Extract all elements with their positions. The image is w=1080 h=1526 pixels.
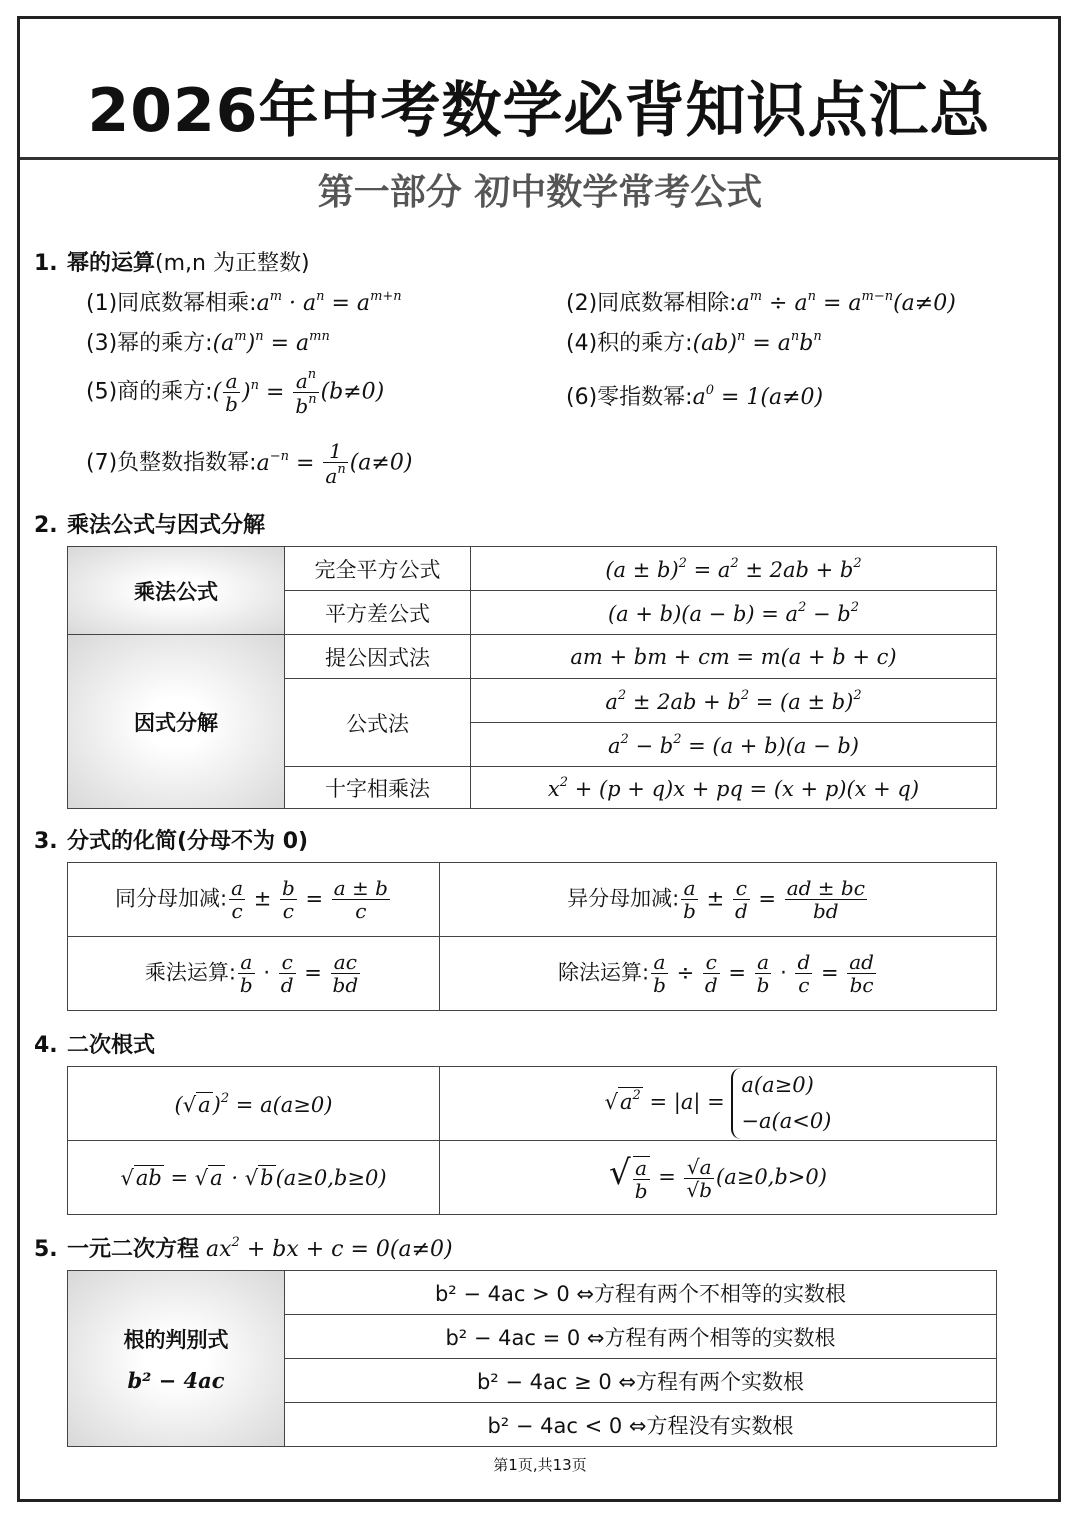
- formula-cell: $(a \pm b)^2 = a^2 \pm 2ab + b^2$: [471, 547, 997, 591]
- formula-1: (1)同底数幂相乘$:a^m \cdot a^n = a^{m+n}$: [86, 289, 402, 316]
- formula-7: (7)负整数指数幂$:a^{-n}$ = $\frac{1}{a^n}$ (a≠0): [86, 439, 413, 488]
- formula-cell: $x^2 + (p + q)x$ + pq = (x + p)(x + q): [471, 767, 997, 809]
- group-label: 因式分解: [68, 635, 285, 809]
- part-title: 第一部分 初中数学常考公式: [317, 172, 763, 213]
- page-footer: 第1页,共13页: [493, 1456, 587, 1474]
- radical-cell: $√a^2 = |a|$ = a(a≥0) −a(a<0): [440, 1067, 997, 1141]
- page-title: 2026年中考数学必背知识点汇总: [87, 76, 991, 146]
- formula-cell: $a^2 \pm 2ab + b^2 = (a \pm b)^2$: [471, 679, 997, 723]
- row-label: 平方差公式: [285, 591, 471, 635]
- table-radicals: [67, 1066, 997, 1215]
- section-5-heading: 5. 一元二次方程 $ax^2$ + bx + c = 0(a≠0): [34, 1235, 453, 1262]
- fraction-cell: 异分母加减: $\frac{a}{b}$ ± $\frac{c}{d}$ = $\frac{ad \pm bc}{bd}$: [440, 863, 997, 937]
- formula-cell: $a^2 - b^2 = (a + b)(a - b)$: [471, 723, 997, 767]
- table-multiplication-factorization: [67, 546, 997, 809]
- section-3-heading: 3. 分式的化简(分母不为 0): [34, 829, 309, 854]
- group-label: 乘法公式: [68, 547, 285, 635]
- discriminant-row: b² − 4ac ≥ 0 ⇔方程有两个实数根: [285, 1359, 997, 1403]
- formula-cell: am + bm + cm = m(a + b + c): [471, 635, 997, 679]
- row-label: 完全平方公式: [285, 547, 471, 591]
- row-label: 公式法: [285, 679, 471, 767]
- table-fractions: [67, 862, 997, 1011]
- section-title: 幂的运算: [67, 251, 156, 276]
- section-condition: (m,n 为正整数): [155, 251, 310, 276]
- radical-cell: √ab = √a · √b(a≥0,b≥0): [68, 1141, 440, 1215]
- row-label: 提公因式法: [285, 635, 471, 679]
- discriminant-row: b² − 4ac > 0 ⇔方程有两个不相等的实数根: [285, 1271, 997, 1315]
- title-band: [20, 19, 1058, 160]
- fraction-cell: 除法运算: $\frac{a}{b}$ ÷ $\frac{c}{d}$ = $\frac{a}{b}$ · $\frac{d}{c}$ = $\frac{ad}{bc}$: [440, 937, 997, 1011]
- row-label: 十字相乘法: [285, 767, 471, 809]
- radical-cell: √ $\frac{a}{b}$ = $\frac{√a}{√b}$ (a≥0,b>0): [440, 1141, 997, 1215]
- discriminant-row: b² − 4ac < 0 ⇔方程没有实数根: [285, 1403, 997, 1447]
- discriminant-label: 根的判别式 b² − 4ac: [68, 1271, 285, 1447]
- section-1-heading: [34, 246, 310, 277]
- fraction-cell: 乘法运算: $\frac{a}{b}$ · $\frac{c}{d}$ = $\frac{ac}{bd}$: [68, 937, 440, 1011]
- fraction-cell: 同分母加减: $\frac{a}{c}$ ± $\frac{b}{c}$ = $\frac{a \pm b}{c}$: [68, 863, 440, 937]
- formula-3: (3)幂的乘方$:(a^m)^n = a^{mn}$: [86, 329, 330, 356]
- section-4-heading: 4. 二次根式: [34, 1033, 156, 1058]
- radical-cell: $(√a)^2 = a(a\ge 0)$: [68, 1067, 440, 1141]
- section-2-heading: 2. 乘法公式与因式分解: [34, 513, 266, 538]
- section-number: 1.: [34, 251, 58, 276]
- formula-5: (5)商的乘方:( $\frac{a}{b}$ )$^n$ = $\frac{a^n}{b^n}$ (b≠0): [86, 367, 385, 418]
- formula-4: (4)积的乘方:(ab)$^n$ = $a^nb^n$: [566, 329, 822, 356]
- formula-6: (6)零指数幂$:a^0 = 1(a\ne 0)$: [566, 383, 824, 410]
- formula-2: (2)同底数幂相除$:a^m \div a^n = a^{m-n}(a\ne 0)$: [566, 289, 956, 316]
- discriminant-row: b² − 4ac = 0 ⇔方程有两个相等的实数根: [285, 1315, 997, 1359]
- formula-cell: $(a + b)(a - b) = a^2 - b^2$: [471, 591, 997, 635]
- table-discriminant: [67, 1270, 997, 1447]
